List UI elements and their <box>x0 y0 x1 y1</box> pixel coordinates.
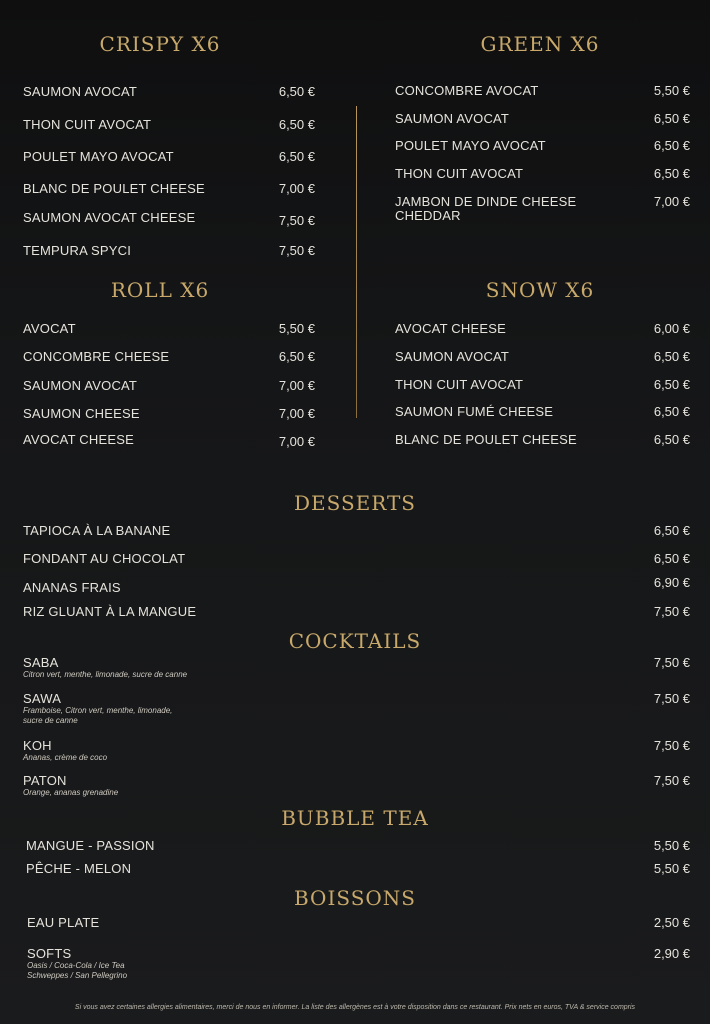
green-item-5: JAMBON DE DINDE CHEESE <box>395 194 577 209</box>
roll-title: ROLL X6 <box>110 278 210 302</box>
snow-item-1: AVOCAT CHEESE <box>395 321 506 336</box>
boissons-title: BOISSONS <box>293 886 416 910</box>
crispy-item-5: SAUMON AVOCAT CHEESE <box>23 210 196 225</box>
green-item-4: THON CUIT AVOCAT <box>395 166 524 181</box>
snow-price-5: 6,50 € <box>653 432 690 447</box>
crispy-item-6: TEMPURA SPYCI <box>23 243 132 258</box>
snow-item-4: SAUMON FUMÉ CHEESE <box>395 404 554 419</box>
snow-item-2: SAUMON AVOCAT <box>395 349 510 364</box>
dessert-item-3: ANANAS FRAIS <box>23 580 121 595</box>
snow-price-3: 6,50 € <box>653 377 690 392</box>
green-price-2: 6,50 € <box>653 111 690 126</box>
crispy-item-3: POULET MAYO AVOCAT <box>23 149 174 164</box>
boisson-price-1: 2,50 € <box>653 915 690 930</box>
cocktail-price-4: 7,50 € <box>653 773 690 788</box>
boisson-item-1: EAU PLATE <box>27 915 100 930</box>
bubble-item-2: PÊCHE - MELON <box>26 861 132 876</box>
dessert-item-1: TAPIOCA À LA BANANE <box>23 523 171 538</box>
cocktail-desc-3: Ananas, crème de coco <box>23 753 108 762</box>
roll-item-4: SAUMON CHEESE <box>23 406 140 421</box>
cocktails-title: COCKTAILS <box>288 629 422 653</box>
roll-price-3: 7,00 € <box>278 378 315 393</box>
crispy-price-6: 7,50 € <box>278 243 315 258</box>
crispy-price-4: 7,00 € <box>278 181 315 196</box>
green-item-1: CONCOMBRE AVOCAT <box>395 83 539 98</box>
allergy-footer-note: Si vous avez certaines allergies alimentaires, merci de nous en informer. La liste des allergènes est à votre disposition dans ce restaurant. Prix nets en euros, TVA & service compris <box>74 1004 636 1011</box>
boisson-desc-2: Oasis / Coca-Cola / Ice Tea <box>27 961 125 970</box>
cocktail-desc-4: Orange, ananas grenadine <box>23 788 119 797</box>
roll-item-2: CONCOMBRE CHEESE <box>23 349 170 364</box>
roll-price-5: 7,00 € <box>278 434 315 449</box>
roll-price-1: 5,50 € <box>278 321 315 336</box>
boisson-item-2: SOFTS <box>27 946 72 961</box>
crispy-price-3: 6,50 € <box>278 149 315 164</box>
green-price-5: 7,00 € <box>653 194 690 209</box>
roll-item-5: AVOCAT CHEESE <box>23 432 134 447</box>
green-item-2: SAUMON AVOCAT <box>395 111 510 126</box>
crispy-item-4: BLANC DE POULET CHEESE <box>23 181 205 196</box>
cocktail-price-1: 7,50 € <box>653 655 690 670</box>
dessert-item-2: FONDANT AU CHOCOLAT <box>23 551 186 566</box>
bubble-price-1: 5,50 € <box>653 838 690 853</box>
cocktail-item-2: SAWA <box>23 691 62 706</box>
cocktail-desc-2: Framboise, Citron vert, menthe, limonade, <box>23 706 173 715</box>
cocktail-desc-1: Citron vert, menthe, limonade, sucre de canne <box>23 670 188 679</box>
roll-price-4: 7,00 € <box>278 406 315 421</box>
snow-item-5: BLANC DE POULET CHEESE <box>395 432 577 447</box>
snow-price-1: 6,00 € <box>653 321 690 336</box>
crispy-price-1: 6,50 € <box>278 84 315 99</box>
snow-item-3: THON CUIT AVOCAT <box>395 377 524 392</box>
bubble-price-2: 5,50 € <box>653 861 690 876</box>
roll-price-2: 6,50 € <box>278 349 315 364</box>
crispy-price-2: 6,50 € <box>278 117 315 132</box>
boisson-desc-2-line2: Schweppes / San Pellegrino <box>27 971 128 980</box>
dessert-item-4: RIZ GLUANT À LA MANGUE <box>23 604 197 619</box>
green-item-3: POULET MAYO AVOCAT <box>395 138 546 153</box>
cocktail-desc-2-line2: sucre de canne <box>23 716 78 725</box>
dessert-price-4: 7,50 € <box>653 604 690 619</box>
green-price-4: 6,50 € <box>653 166 690 181</box>
green-price-3: 6,50 € <box>653 138 690 153</box>
desserts-title: DESSERTS <box>293 491 417 515</box>
column-divider <box>356 106 357 418</box>
cocktail-item-3: KOH <box>23 738 52 753</box>
crispy-item-1: SAUMON AVOCAT <box>23 84 138 99</box>
dessert-price-3: 6,90 € <box>653 575 690 590</box>
cocktail-price-3: 7,50 € <box>653 738 690 753</box>
boisson-price-2: 2,90 € <box>653 946 690 961</box>
green-item-5-line2: CHEDDAR <box>395 208 461 223</box>
dessert-price-1: 6,50 € <box>653 523 690 538</box>
cocktail-item-4: PATON <box>23 773 67 788</box>
green-title: GREEN X6 <box>480 32 600 56</box>
roll-item-1: AVOCAT <box>23 321 76 336</box>
snow-price-4: 6,50 € <box>653 404 690 419</box>
roll-item-3: SAUMON AVOCAT <box>23 378 138 393</box>
green-price-1: 5,50 € <box>653 83 690 98</box>
snow-title: SNOW X6 <box>485 278 595 302</box>
bubble-item-1: MANGUE - PASSION <box>26 838 155 853</box>
crispy-price-5: 7,50 € <box>278 213 315 228</box>
cocktail-item-1: SABA <box>23 655 59 670</box>
bubble-tea-title: BUBBLE TEA <box>281 806 429 830</box>
snow-price-2: 6,50 € <box>653 349 690 364</box>
cocktail-price-2: 7,50 € <box>653 691 690 706</box>
crispy-title: CRISPY X6 <box>99 32 221 56</box>
dessert-price-2: 6,50 € <box>653 551 690 566</box>
crispy-item-2: THON CUIT AVOCAT <box>23 117 152 132</box>
